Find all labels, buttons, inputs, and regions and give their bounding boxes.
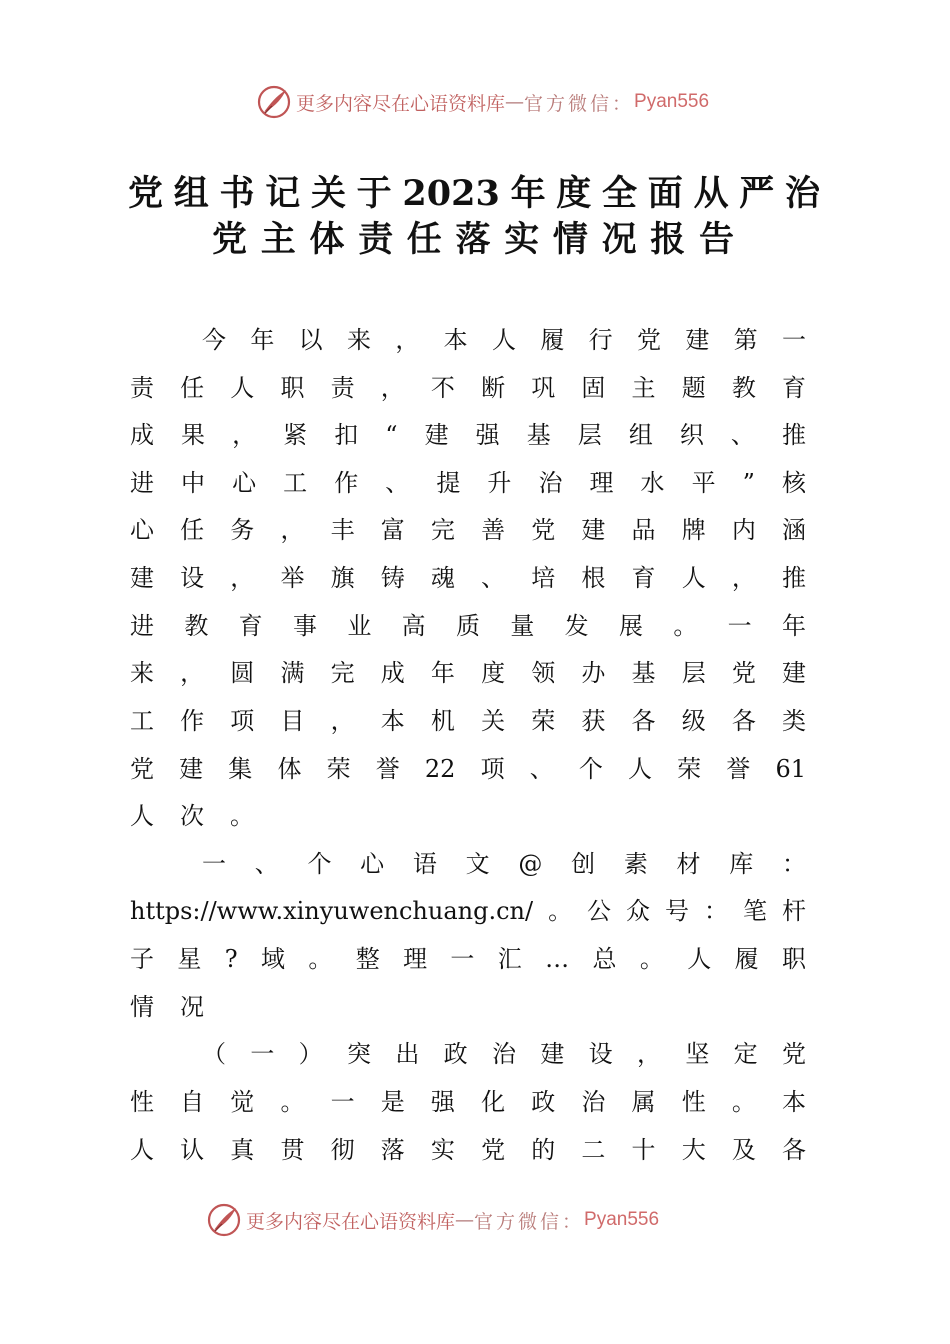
header-watermark	[0, 84, 950, 124]
watermark-wechat-id: Pyan556	[634, 91, 710, 112]
watermark-brand-text: 更多内容尽在心语资料库	[246, 1210, 456, 1233]
body-line: 今年以来，本人履行党建第一	[202, 326, 806, 354]
body-line: 人次。	[130, 802, 280, 830]
document-title-line-1: 党组书记关于2023年度全面从严治	[128, 173, 820, 214]
body-line: 党建集体荣誉22项、个人荣誉61	[130, 755, 806, 783]
body-line: 成果，紧扣“建强基层组织、推	[130, 421, 806, 449]
watermark-official-label: 官方微信：	[524, 92, 635, 115]
watermark-dash: —	[505, 91, 525, 113]
body-line: 来，圆满完成年度领办基层党建	[130, 659, 806, 687]
quill-logo-icon	[256, 84, 292, 120]
body-line: 情况	[130, 993, 230, 1021]
body-line-url: https://www.xinyuwenchuang.cn/。公众号：笔杆	[130, 897, 806, 925]
watermark-official-label: 官方微信：	[474, 1210, 585, 1233]
body-line: 进中心工作、提升治理水平”核	[130, 469, 806, 497]
document-title-line-2: 党主体责任落实情况报告	[212, 219, 734, 260]
section-heading-line: 一、个心语文@创素材库：	[202, 850, 806, 878]
body-line: 责任人职责，不断巩固主题教育	[130, 374, 806, 402]
body-line: 进教育事业高质量发展。一年	[130, 612, 806, 640]
body-line: 建设，举旗铸魂、培根育人，推	[130, 564, 806, 592]
body-line: 心任务，丰富完善党建品牌内涵	[130, 516, 806, 544]
watermark-dash: —	[455, 1209, 475, 1231]
footer-watermark	[0, 1202, 950, 1242]
subsection-heading-line: （一）突出政治建设，坚定党	[202, 1040, 806, 1068]
body-line: 子星?域。整理一汇…总。人履职	[130, 945, 806, 973]
watermark-brand-text: 更多内容尽在心语资料库	[296, 92, 506, 115]
body-line: 性自觉。一是强化政治属性。本	[130, 1088, 806, 1116]
body-line: 工作项目，本机关荣获各级各类	[130, 707, 806, 735]
body-line: 人认真贯彻落实党的二十大及各	[130, 1136, 806, 1164]
watermark-wechat-id: Pyan556	[584, 1209, 660, 1230]
quill-logo-icon	[206, 1202, 242, 1238]
